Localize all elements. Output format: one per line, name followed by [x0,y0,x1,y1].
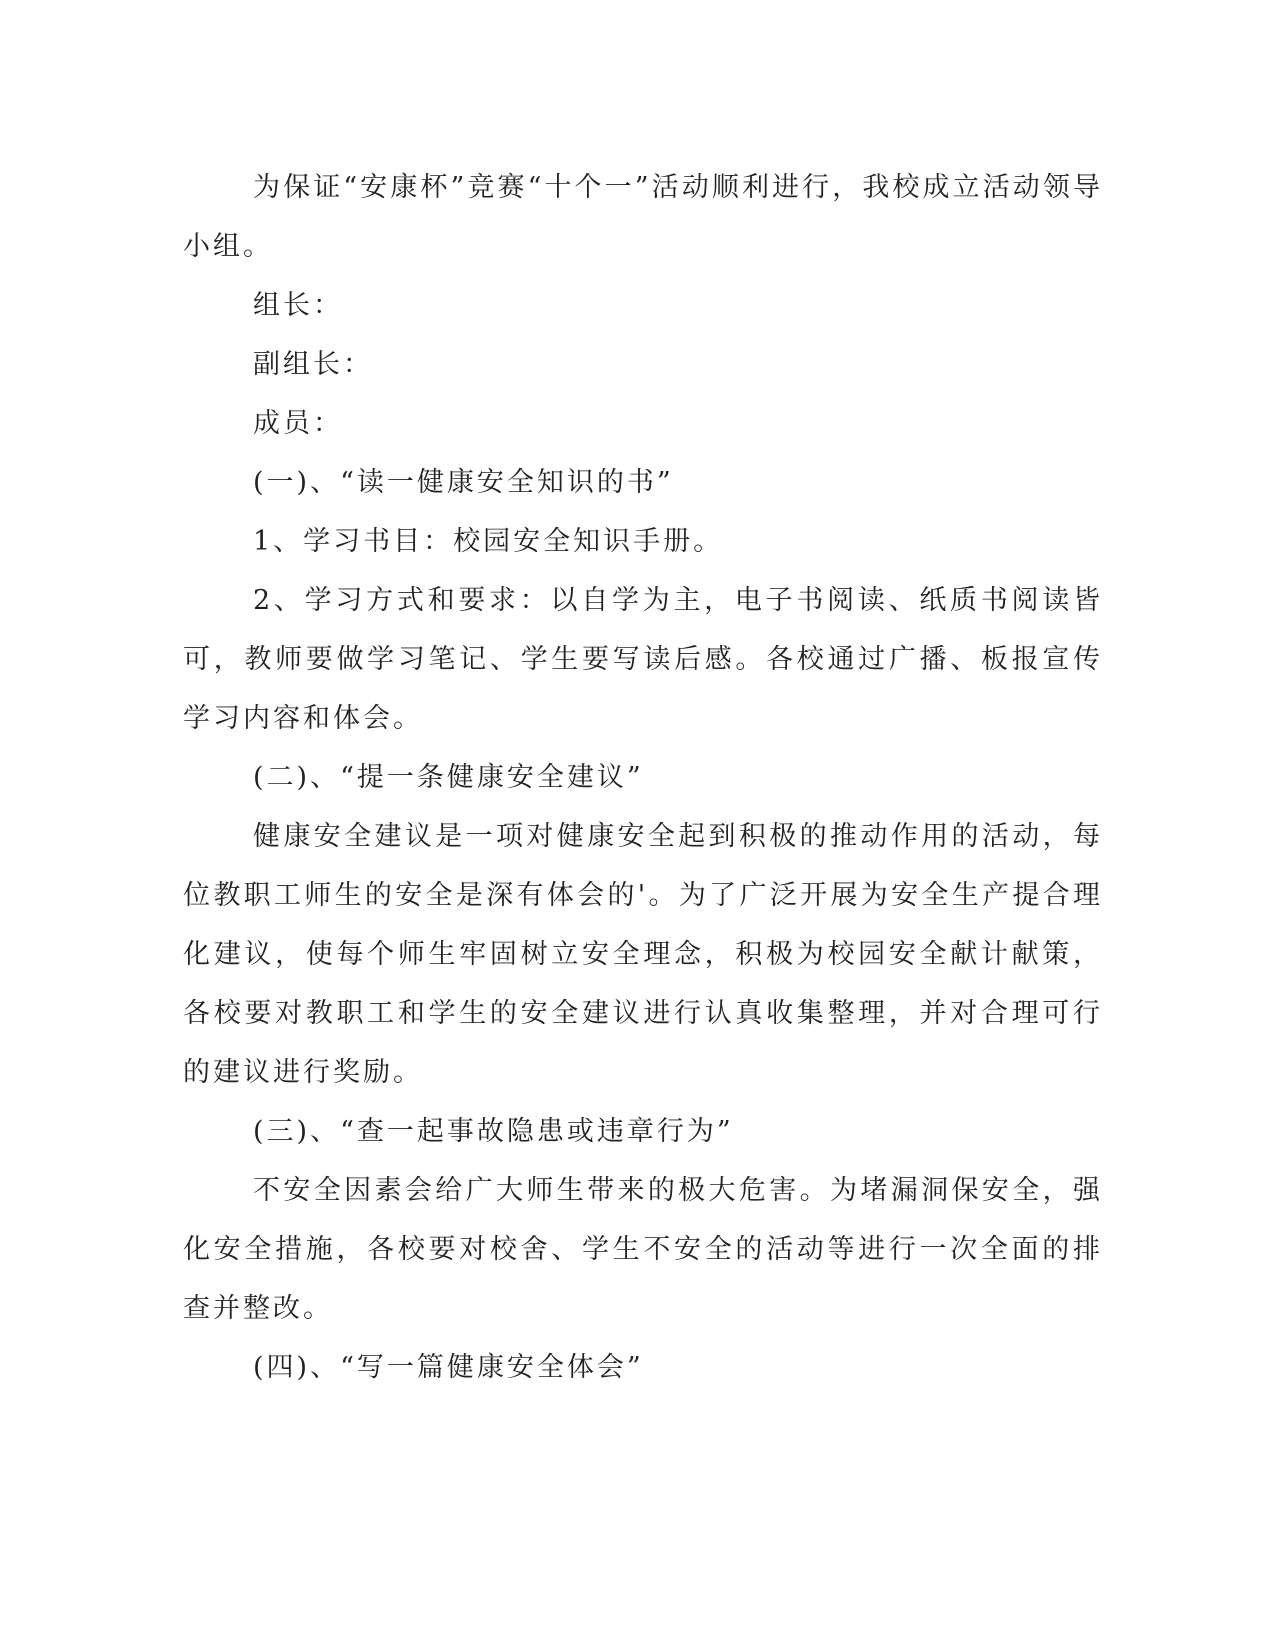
paragraph-hazard-check: 不安全因素会给广大师生带来的极大危害。为堵漏洞保安全，强化安全措施，各校要对校舍、学生不安全的活动等进行一次全面的排查并整改。 [183,1175,1103,1324]
section-heading-4: (四)、“写一篇健康安全体会” [253,1352,644,1383]
paragraph-deputy-leader: 副组长： [253,349,373,380]
paragraph-book-list: 1、学习书目：校园安全知识手册。 [253,526,724,557]
paragraph-leader: 组长： [253,290,343,321]
paragraph-study-method: 2、学习方式和要求：以自学为主，电子书阅读、纸质书阅读皆可，教师要做学习笔记、学生要写读后感。各校通过广播、板报宣传学习内容和体会。 [183,585,1103,734]
section-heading-2: (二)、“提一条健康安全建议” [253,762,644,793]
section-heading-1: (一)、“读一健康安全知识的书” [253,467,674,498]
section-heading-3: (三)、“查一起事故隐患或违章行为” [253,1116,734,1147]
document-body [183,158,1103,1397]
paragraph-intro: 为保证“安康杯”竞赛“十个一”活动顺利进行，我校成立活动领导小组。 [183,172,1103,262]
paragraph-suggestion: 健康安全建议是一项对健康安全起到积极的推动作用的活动，每位教职工师生的安全是深有体会的'。为了广泛开展为安全生产提合理化建议，使每个师生牢固树立安全理念，积极为校园安全献计献策，各校要对教职工和学生的安全建议进行认真收集整理，并对合理可行的建议进行奖励。 [183,821,1103,1088]
paragraph-members: 成员： [253,408,343,439]
